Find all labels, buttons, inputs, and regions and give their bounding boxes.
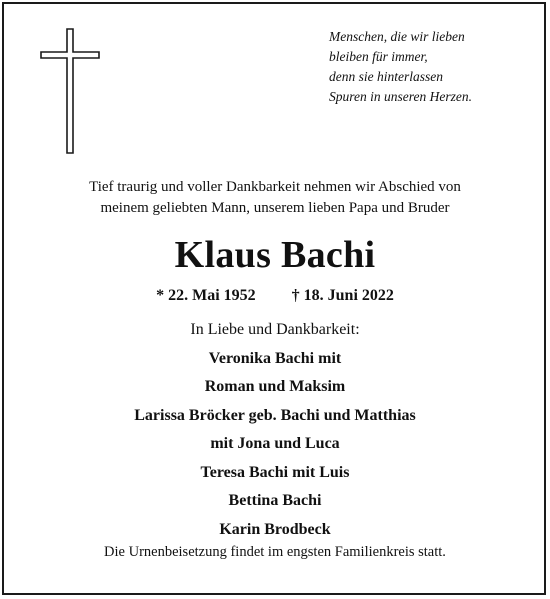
- mourners-lead: In Liebe und Dankbarkeit:: [190, 321, 360, 338]
- poem: [329, 27, 529, 107]
- birth-date: * 22. Mai 1952: [156, 287, 256, 304]
- mourners-list: [0, 316, 550, 544]
- burial-note: Die Urnenbeisetzung findet im engsten Familienkreis statt.: [104, 544, 446, 560]
- poem-line: Spuren in unseren Herzen.: [329, 89, 472, 104]
- mourner-line: Roman und Maksim: [204, 378, 346, 395]
- poem-line: bleiben für immer,: [329, 49, 428, 64]
- intro-line: Tief traurig und voller Dankbarkeit nehmen wir Abschied von: [89, 179, 461, 195]
- mourner-line: Teresa Bachi mit Luis: [200, 463, 350, 481]
- mourner-line: Bettina Bachi: [228, 492, 322, 509]
- mourner-line: mit Jona und Luca: [210, 435, 340, 452]
- intro-text: [0, 177, 550, 219]
- deceased-name: Klaus Bachi: [174, 234, 376, 276]
- cross-icon: [40, 28, 100, 154]
- intro-line: meinem geliebten Mann, unserem lieben Papa und Bruder: [100, 200, 450, 216]
- mourner-line: Veronika Bachi mit: [208, 349, 342, 367]
- mourner-line: Larissa Bröcker geb. Bachi und Matthias: [134, 406, 416, 424]
- death-date: † 18. Juni 2022: [291, 287, 394, 304]
- poem-line: denn sie hinterlassen: [329, 69, 443, 84]
- mourner-line: Karin Brodbeck: [219, 520, 331, 538]
- life-dates: [0, 285, 550, 307]
- poem-line: Menschen, die wir lieben: [329, 29, 465, 44]
